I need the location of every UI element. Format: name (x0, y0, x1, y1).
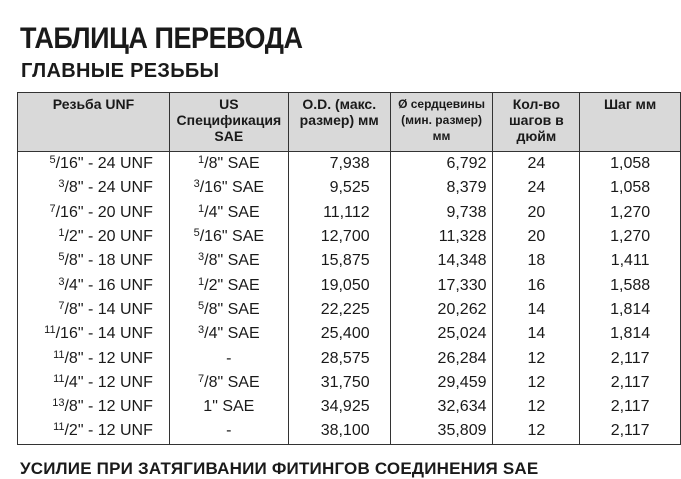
cell-sae-spec-numerator: 7 (198, 372, 205, 385)
table-body (18, 152, 681, 445)
cell-unf-thread-text: /4" - 16 UNF (64, 276, 153, 294)
cell-unf-thread-numerator: 3 (58, 178, 65, 191)
cell-pitch: 2,117 (580, 346, 681, 370)
cell-threads-per-inch: 12 (493, 419, 580, 444)
cell-threads-per-inch: 12 (493, 395, 580, 419)
cell-sae-spec-numerator: 5 (193, 227, 200, 240)
cell-pitch: 1,411 (580, 249, 681, 273)
cell-core-diameter: 6,792 (390, 152, 493, 177)
cell-sae-spec-text: /4" SAE (204, 203, 260, 221)
next-section-title: УСИЛИЕ ПРИ ЗАТЯГИВАНИИ ФИТИНГОВ СОЕДИНЕНИЯ SAE (20, 459, 539, 478)
cell-unf-thread-numerator: 13 (52, 397, 65, 410)
table-header-row (18, 93, 681, 152)
cell-unf-thread-numerator: 5 (58, 251, 65, 264)
cell-unf-thread-numerator: 7 (58, 299, 65, 312)
table-row (18, 249, 681, 273)
cell-threads-per-inch: 20 (493, 201, 580, 225)
cell-sae-spec (169, 371, 288, 395)
table-row (18, 419, 681, 444)
cell-threads-per-inch: 16 (493, 273, 580, 297)
cell-unf-thread-text: /4" - 12 UNF (64, 373, 153, 391)
table-row (18, 322, 681, 346)
thread-conversion-table (17, 92, 681, 445)
cell-unf-thread-text: /2" - 20 UNF (64, 228, 153, 246)
cell-unf-thread-text: /16" - 14 UNF (55, 325, 153, 343)
cell-sae-spec (169, 419, 288, 444)
cell-unf-thread-text: /2" - 12 UNF (64, 422, 153, 440)
cell-unf-thread (18, 371, 170, 395)
cell-unf-thread (18, 273, 170, 297)
cell-sae-spec (169, 201, 288, 225)
header-unf-thread: Резьба UNF (18, 93, 170, 152)
cell-unf-thread (18, 395, 170, 419)
cell-sae-spec-text: /16" SAE (199, 228, 265, 246)
cell-unf-thread (18, 419, 170, 444)
cell-core-diameter: 29,459 (390, 371, 493, 395)
cell-sae-spec-numerator: 5 (198, 299, 205, 312)
header-outer-diameter: O.D. (макс. размер) мм (288, 93, 390, 152)
table-row (18, 176, 681, 200)
cell-unf-thread-numerator: 3 (58, 275, 65, 288)
cell-outer-diameter: 7,938 (288, 152, 390, 177)
cell-sae-spec-text: /4" SAE (204, 325, 260, 343)
cell-threads-per-inch: 18 (493, 249, 580, 273)
cell-threads-per-inch: 12 (493, 371, 580, 395)
cell-threads-per-inch: 14 (493, 322, 580, 346)
cell-sae-spec-numerator: 1 (198, 202, 205, 215)
cell-unf-thread-text: /16" - 20 UNF (55, 203, 153, 221)
header-us-sae-spec: US Спецификация SAE (169, 93, 288, 152)
cell-sae-spec-numerator: 3 (198, 251, 205, 264)
cell-sae-spec-text: /2" SAE (204, 276, 260, 294)
cell-sae-spec (169, 273, 288, 297)
cell-sae-spec (169, 176, 288, 200)
cell-unf-thread (18, 152, 170, 177)
cell-core-diameter: 8,379 (390, 176, 493, 200)
cell-pitch: 2,117 (580, 419, 681, 444)
cell-sae-spec-numerator: 3 (198, 324, 205, 337)
table-row (18, 371, 681, 395)
cell-core-diameter: 9,738 (390, 201, 493, 225)
cell-sae-spec-text: /8" SAE (204, 300, 260, 318)
cell-sae-spec-numerator: 1 (198, 154, 205, 167)
page-subtitle: ГЛАВНЫЕ РЕЗЬБЫ (21, 60, 220, 82)
cell-sae-spec-text: 1" SAE (203, 398, 255, 416)
cell-pitch: 2,117 (580, 371, 681, 395)
cell-core-diameter: 20,262 (390, 298, 493, 322)
cell-unf-thread-text: /8" - 24 UNF (64, 179, 153, 197)
table-row (18, 298, 681, 322)
table-row (18, 273, 681, 297)
cell-unf-thread-text: /8" - 12 UNF (64, 398, 153, 416)
cell-sae-spec (169, 225, 288, 249)
cell-outer-diameter: 15,875 (288, 249, 390, 273)
table-row (18, 346, 681, 370)
cell-pitch: 2,117 (580, 395, 681, 419)
cell-outer-diameter: 38,100 (288, 419, 390, 444)
cell-unf-thread-text: /8" - 18 UNF (64, 252, 153, 270)
cell-outer-diameter: 28,575 (288, 346, 390, 370)
cell-outer-diameter: 31,750 (288, 371, 390, 395)
cell-core-diameter: 14,348 (390, 249, 493, 273)
cell-pitch: 1,270 (580, 225, 681, 249)
cell-threads-per-inch: 20 (493, 225, 580, 249)
cell-outer-diameter: 22,225 (288, 298, 390, 322)
cell-outer-diameter: 25,400 (288, 322, 390, 346)
cell-pitch: 1,588 (580, 273, 681, 297)
cell-pitch: 1,058 (580, 176, 681, 200)
cell-unf-thread (18, 176, 170, 200)
cell-unf-thread-numerator: 11 (53, 372, 65, 385)
cell-unf-thread (18, 201, 170, 225)
cell-unf-thread-text: /8" - 12 UNF (64, 349, 153, 367)
cell-pitch: 1,814 (580, 298, 681, 322)
cell-sae-spec-text: /8" SAE (204, 155, 260, 173)
cell-sae-spec-text: /8" SAE (204, 373, 260, 391)
page-title: ТАБЛИЦА ПЕРЕВОДА (20, 22, 303, 55)
cell-unf-thread-numerator: 11 (53, 421, 65, 434)
header-core-diameter: Ø сердцевины (мин. размер) мм (390, 93, 493, 152)
cell-threads-per-inch: 24 (493, 152, 580, 177)
cell-sae-spec-numerator: 3 (193, 178, 200, 191)
cell-unf-thread-numerator: 11 (53, 348, 65, 361)
cell-sae-spec-text: /16" SAE (199, 179, 265, 197)
cell-core-diameter: 25,024 (390, 322, 493, 346)
cell-sae-spec (169, 322, 288, 346)
cell-unf-thread (18, 322, 170, 346)
cell-outer-diameter: 12,700 (288, 225, 390, 249)
cell-pitch: 1,270 (580, 201, 681, 225)
cell-core-diameter: 17,330 (390, 273, 493, 297)
cell-sae-spec (169, 152, 288, 177)
cell-core-diameter: 32,634 (390, 395, 493, 419)
cell-threads-per-inch: 24 (493, 176, 580, 200)
cell-outer-diameter: 34,925 (288, 395, 390, 419)
cell-pitch: 1,058 (580, 152, 681, 177)
cell-unf-thread-numerator: 1 (58, 227, 65, 240)
cell-outer-diameter: 9,525 (288, 176, 390, 200)
cell-outer-diameter: 19,050 (288, 273, 390, 297)
cell-unf-thread (18, 225, 170, 249)
cell-sae-spec (169, 249, 288, 273)
cell-unf-thread (18, 298, 170, 322)
cell-outer-diameter: 11,112 (288, 201, 390, 225)
cell-unf-thread-text: /16" - 24 UNF (55, 155, 153, 173)
cell-threads-per-inch: 14 (493, 298, 580, 322)
cell-sae-spec-numerator: 1 (198, 275, 205, 288)
cell-threads-per-inch: 12 (493, 346, 580, 370)
cell-sae-spec (169, 298, 288, 322)
cell-core-diameter: 35,809 (390, 419, 493, 444)
cell-sae-spec (169, 395, 288, 419)
cell-unf-thread-numerator: 7 (49, 202, 56, 215)
cell-unf-thread-numerator: 5 (49, 154, 56, 167)
cell-core-diameter: 26,284 (390, 346, 493, 370)
cell-unf-thread-numerator: 11 (44, 324, 56, 337)
cell-pitch: 1,814 (580, 322, 681, 346)
cell-sae-spec (169, 346, 288, 370)
cell-unf-thread-text: /8" - 14 UNF (64, 300, 153, 318)
header-pitch: Шаг мм (580, 93, 681, 152)
table-row (18, 395, 681, 419)
table-row (18, 152, 681, 177)
header-threads-per-inch: Кол-во шагов в дюйм (493, 93, 580, 152)
cell-sae-spec-text: - (226, 349, 232, 367)
cell-sae-spec-text: /8" SAE (204, 252, 260, 270)
cell-sae-spec-text: - (226, 422, 232, 440)
table-row (18, 225, 681, 249)
cell-unf-thread (18, 346, 170, 370)
table-row (18, 201, 681, 225)
cell-unf-thread (18, 249, 170, 273)
cell-core-diameter: 11,328 (390, 225, 493, 249)
